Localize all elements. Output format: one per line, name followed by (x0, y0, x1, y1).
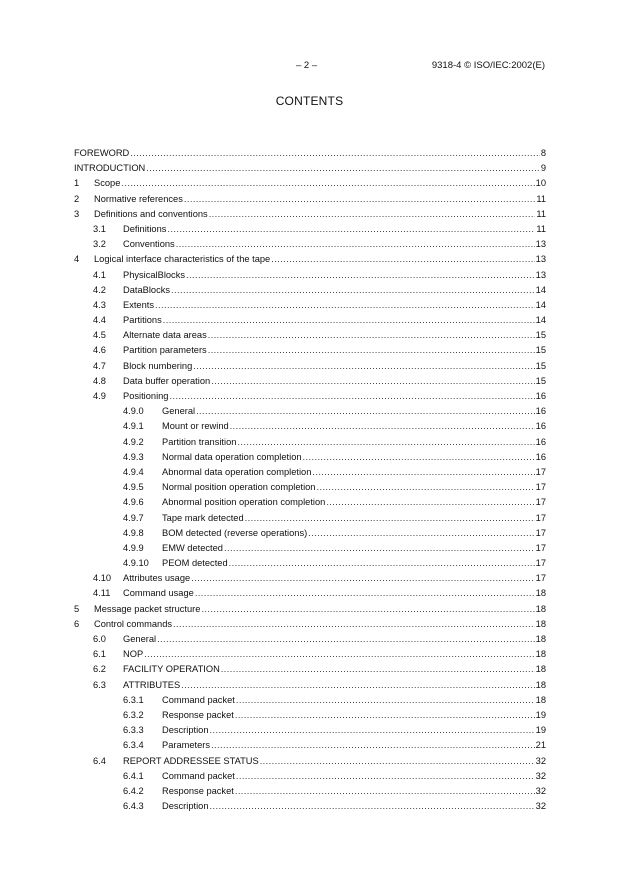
toc-entry[interactable] (74, 298, 546, 313)
toc-leader-dots (181, 678, 534, 693)
toc-leader-dots (121, 176, 534, 191)
toc-entry-page: 18 (535, 588, 546, 599)
toc-entry[interactable] (74, 571, 546, 586)
toc-entry-number: 4.9.3 (123, 451, 144, 462)
toc-entry-page: 17 (535, 466, 546, 477)
toc-entry-page: 32 (535, 785, 546, 796)
toc-leader-dots (230, 419, 535, 434)
toc-entry-page: 18 (535, 603, 546, 614)
toc-entry-number: 4.8 (93, 375, 106, 386)
toc-entry[interactable] (74, 708, 546, 723)
toc-entry-page: 17 (535, 482, 546, 493)
toc-leader-dots (211, 738, 535, 753)
toc-leader-dots (186, 268, 535, 283)
toc-entry-number: 6.4.1 (123, 770, 144, 781)
toc-entry-page: 16 (535, 391, 546, 401)
toc-entry[interactable] (74, 556, 546, 571)
toc-entry-page: 16 (535, 436, 546, 447)
toc-entry-number: 4.9.6 (123, 497, 144, 508)
page-title: CONTENTS (275, 94, 344, 108)
toc-entry-label: Normal data operation completion (162, 451, 302, 462)
toc-leader-dots (196, 404, 535, 419)
toc-leader-dots (312, 465, 534, 480)
toc-leader-dots (211, 374, 534, 389)
toc-entry[interactable] (74, 693, 546, 708)
toc-entry-page: 13 (535, 269, 546, 280)
toc-entry-label: Command packet (162, 770, 235, 781)
toc-entry-page: 19 (535, 709, 546, 720)
toc-leader-dots (201, 602, 534, 617)
toc-leader-dots (191, 571, 534, 586)
toc-entry-number: 5 (74, 603, 80, 614)
toc-leader-dots (235, 784, 535, 799)
toc-entry-number: 4.1 (93, 269, 106, 280)
toc-leader-dots (245, 511, 535, 526)
toc-entry-page: 13 (535, 254, 546, 265)
toc-entry-label: Response packet (162, 785, 234, 796)
toc-entry-label: DataBlocks (123, 284, 171, 295)
toc-leader-dots (184, 192, 535, 207)
toc-leader-dots (235, 708, 535, 723)
toc-leader-dots (326, 495, 534, 510)
toc-leader-dots (237, 435, 534, 450)
toc-entry-label: Partition transition (162, 436, 237, 447)
toc-leader-dots (236, 769, 535, 784)
page-number: – 2 – (296, 60, 318, 71)
toc-entry[interactable] (74, 799, 546, 814)
toc-entry[interactable] (74, 359, 546, 374)
toc-entry-label: Description (162, 725, 209, 736)
toc-entry-page: 17 (535, 497, 546, 508)
toc-entry-label: Logical interface characteristics of the tape (94, 254, 271, 265)
toc-entry-page: 10 (535, 178, 546, 189)
toc-entry-label: Alternate data areas (123, 330, 207, 341)
toc-entry-page: 18 (535, 664, 546, 675)
toc-entry-number: 3.2 (93, 239, 106, 250)
toc-entry[interactable] (74, 586, 546, 601)
toc-entry-number: 4.9.9 (123, 542, 144, 553)
toc-entry-label: Block numbering (123, 360, 193, 371)
toc-entry[interactable] (74, 343, 546, 358)
toc-entry-number: 6.3.2 (123, 709, 144, 720)
table-of-contents (74, 146, 546, 814)
toc-entry-number: 4.5 (93, 330, 106, 341)
toc-entry-label: Scope (94, 178, 121, 189)
toc-entry-page: 15 (535, 345, 546, 356)
toc-leader-dots (193, 359, 534, 374)
toc-entry-number: 6.3.3 (123, 725, 144, 736)
toc-entry-label: Attributes usage (123, 573, 191, 584)
toc-entry-page: 16 (535, 421, 546, 432)
toc-entry-label: Partition parameters (123, 345, 207, 356)
toc-entry[interactable] (74, 617, 546, 632)
toc-entry-label: Data buffer operation (123, 375, 211, 386)
toc-leader-dots (236, 693, 535, 708)
toc-entry-number: 4.9.4 (123, 466, 144, 477)
toc-entry-page: 17 (535, 558, 546, 569)
toc-entry[interactable] (74, 389, 546, 404)
toc-entry-page: 17 (535, 542, 546, 553)
toc-leader-dots (155, 298, 535, 313)
toc-entry-label: ATTRIBUTES (123, 679, 181, 690)
toc-entry-label: Message packet structure (94, 603, 201, 614)
toc-entry[interactable] (74, 192, 546, 207)
toc-leader-dots (308, 526, 534, 541)
toc-entry-page: 17 (535, 527, 546, 538)
toc-entry-label: Normative references (94, 193, 183, 204)
toc-entry-page: 19 (535, 725, 546, 736)
toc-entry-page: 11 (536, 223, 546, 234)
toc-entry-number: 1 (74, 178, 80, 189)
toc-entry[interactable] (74, 176, 546, 191)
toc-entry-label: Abnormal position operation completion (162, 497, 326, 508)
toc-entry-number: 4.3 (93, 299, 106, 310)
document-id: 9318-4 © ISO/IEC:2002(E) (431, 60, 545, 71)
toc-leader-dots (260, 754, 535, 769)
toc-entry[interactable] (74, 678, 546, 693)
toc-entry-page: 11 (536, 193, 546, 204)
toc-entry[interactable] (74, 480, 546, 495)
toc-entry[interactable] (74, 435, 546, 450)
toc-entry-number: 4.7 (93, 360, 106, 371)
toc-entry-label: Definitions (123, 223, 167, 234)
toc-entry-page: 32 (535, 755, 546, 766)
toc-entry-label: REPORT ADDRESSEE STATUS (123, 755, 259, 766)
toc-entry[interactable] (74, 161, 546, 176)
toc-entry-number: 4.9 (93, 391, 106, 401)
toc-entry-page: 18 (535, 618, 546, 629)
toc-leader-dots (146, 161, 540, 176)
toc-leader-dots (157, 632, 535, 647)
toc-entry-page: 15 (535, 360, 546, 371)
toc-entry-label: INTRODUCTION (74, 163, 146, 174)
toc-entry-number: 4 (74, 254, 80, 265)
toc-entry[interactable] (74, 283, 546, 298)
toc-entry-label: Command usage (123, 588, 194, 599)
toc-entry-page: 17 (535, 573, 546, 584)
toc-entry-number: 4.6 (93, 345, 106, 356)
toc-entry-number: 6.4 (93, 755, 106, 766)
toc-leader-dots (209, 207, 536, 222)
toc-entry-page: 21 (535, 740, 546, 751)
toc-entry-page: 13 (535, 239, 546, 250)
toc-entry-number: 4.9.7 (123, 512, 144, 523)
toc-entry-label: Control commands (94, 618, 173, 629)
toc-entry-number: 3 (74, 208, 80, 219)
toc-entry-number: 3.1 (93, 223, 106, 234)
toc-entry-number: 4.9.8 (123, 527, 144, 538)
toc-leader-dots (316, 480, 534, 495)
toc-leader-dots (163, 313, 535, 328)
toc-entry[interactable] (74, 222, 546, 237)
toc-entry[interactable] (74, 419, 546, 434)
toc-entry-label: Response packet (162, 709, 234, 720)
toc-entry[interactable] (74, 723, 546, 738)
toc-entry-page: 8 (540, 148, 546, 158)
toc-entry-label: General (162, 406, 196, 417)
toc-entry[interactable] (74, 207, 546, 222)
toc-entry-number: 6.0 (93, 634, 106, 644)
toc-leader-dots (169, 389, 534, 404)
toc-entry-number: 4.9.5 (123, 482, 144, 493)
toc-entry-number: 6 (74, 618, 80, 629)
toc-entry[interactable] (74, 784, 546, 799)
toc-entry-label: Description (162, 801, 209, 812)
toc-entry-page: 14 (535, 315, 546, 326)
toc-entry-label: Conventions (123, 239, 175, 250)
toc-entry[interactable] (74, 511, 546, 526)
toc-entry[interactable] (74, 237, 546, 252)
toc-entry-page: 9 (540, 163, 546, 174)
toc-entry-label: FACILITY OPERATION (123, 664, 220, 675)
toc-entry-label: FOREWORD (74, 148, 130, 158)
toc-leader-dots (195, 586, 535, 601)
toc-entry-label: Extents (123, 299, 155, 310)
toc-entry-number: 4.11 (93, 588, 111, 599)
toc-entry[interactable] (74, 252, 546, 267)
toc-entry[interactable] (74, 495, 546, 510)
toc-entry-label: Positioning (123, 391, 169, 401)
toc-entry[interactable] (74, 313, 546, 328)
toc-entry-number: 6.3.4 (123, 740, 144, 751)
toc-entry-label: Command packet (162, 694, 235, 705)
toc-entry[interactable] (74, 465, 546, 480)
toc-entry[interactable] (74, 146, 546, 161)
toc-entry-page: 18 (535, 649, 546, 660)
toc-entry-label: EMW detected (162, 542, 223, 553)
toc-entry-page: 17 (535, 512, 546, 523)
toc-leader-dots (210, 799, 535, 814)
toc-entry-page: 18 (535, 634, 546, 644)
toc-entry[interactable] (74, 374, 546, 389)
toc-leader-dots (171, 283, 535, 298)
toc-entry-page: 16 (535, 406, 546, 417)
toc-leader-dots (229, 556, 535, 571)
toc-entry-label: Normal position operation completion (162, 482, 316, 493)
toc-leader-dots (144, 647, 535, 662)
page-header (0, 60, 619, 74)
toc-leader-dots (271, 252, 534, 267)
toc-entry-page: 32 (535, 770, 546, 781)
toc-leader-dots (130, 146, 540, 161)
toc-entry-label: Definitions and conventions (94, 208, 208, 219)
toc-entry-label: NOP (123, 649, 144, 660)
toc-entry[interactable] (74, 754, 546, 769)
toc-entry-page: 18 (535, 694, 546, 705)
toc-entry-label: General (123, 634, 157, 644)
toc-entry-page: 11 (536, 208, 546, 219)
toc-entry[interactable] (74, 647, 546, 662)
toc-entry[interactable] (74, 526, 546, 541)
toc-leader-dots (221, 662, 535, 677)
toc-entry[interactable] (74, 328, 546, 343)
toc-leader-dots (303, 450, 535, 465)
toc-entry-number: 6.1 (93, 649, 106, 660)
toc-leader-dots (208, 343, 535, 358)
toc-entry-number: 4.9.10 (123, 558, 149, 569)
toc-entry[interactable] (74, 541, 546, 556)
toc-entry-number: 4.2 (93, 284, 106, 295)
toc-entry[interactable] (74, 738, 546, 753)
toc-entry-page: 14 (535, 299, 546, 310)
toc-entry-number: 6.4.2 (123, 785, 144, 796)
toc-entry-number: 4.4 (93, 315, 106, 326)
toc-leader-dots (173, 617, 535, 632)
toc-entry[interactable] (74, 450, 546, 465)
toc-entry-label: PEOM detected (162, 558, 228, 569)
toc-leader-dots (208, 328, 535, 343)
toc-entry-label: Partitions (123, 315, 162, 326)
toc-entry-page: 14 (535, 284, 546, 295)
toc-entry-number: 4.10 (93, 573, 112, 584)
toc-leader-dots (176, 237, 535, 252)
toc-entry-label: PhysicalBlocks (123, 269, 186, 280)
toc-entry[interactable] (74, 404, 546, 419)
toc-entry-label: Tape mark detected (162, 512, 244, 523)
toc-entry-number: 4.9.0 (123, 406, 144, 417)
toc-entry-label: Abnormal data operation completion (162, 466, 312, 477)
toc-leader-dots (224, 541, 535, 556)
toc-entry-number: 6.2 (93, 664, 106, 675)
toc-entry-number: 6.3.1 (123, 694, 144, 705)
toc-entry[interactable] (74, 662, 546, 677)
toc-entry-page: 16 (535, 451, 546, 462)
toc-leader-dots (167, 222, 535, 237)
toc-entry-label: Mount or rewind (162, 421, 229, 432)
toc-leader-dots (210, 723, 535, 738)
toc-entry-number: 6.4.3 (123, 801, 144, 812)
toc-entry[interactable] (74, 769, 546, 784)
toc-entry-page: 15 (535, 375, 546, 386)
toc-entry[interactable] (74, 632, 546, 647)
toc-entry-page: 32 (535, 801, 546, 812)
toc-entry-label: BOM detected (reverse operations) (162, 527, 308, 538)
toc-entry-page: 18 (535, 679, 546, 690)
toc-entry-label: Parameters (162, 740, 211, 751)
toc-entry-number: 4.9.1 (123, 421, 144, 432)
toc-entry[interactable] (74, 602, 546, 617)
toc-entry-number: 4.9.2 (123, 436, 144, 447)
toc-entry[interactable] (74, 268, 546, 283)
toc-entry-number: 2 (74, 193, 80, 204)
toc-entry-page: 15 (535, 330, 546, 341)
toc-entry-number: 6.3 (93, 679, 106, 690)
